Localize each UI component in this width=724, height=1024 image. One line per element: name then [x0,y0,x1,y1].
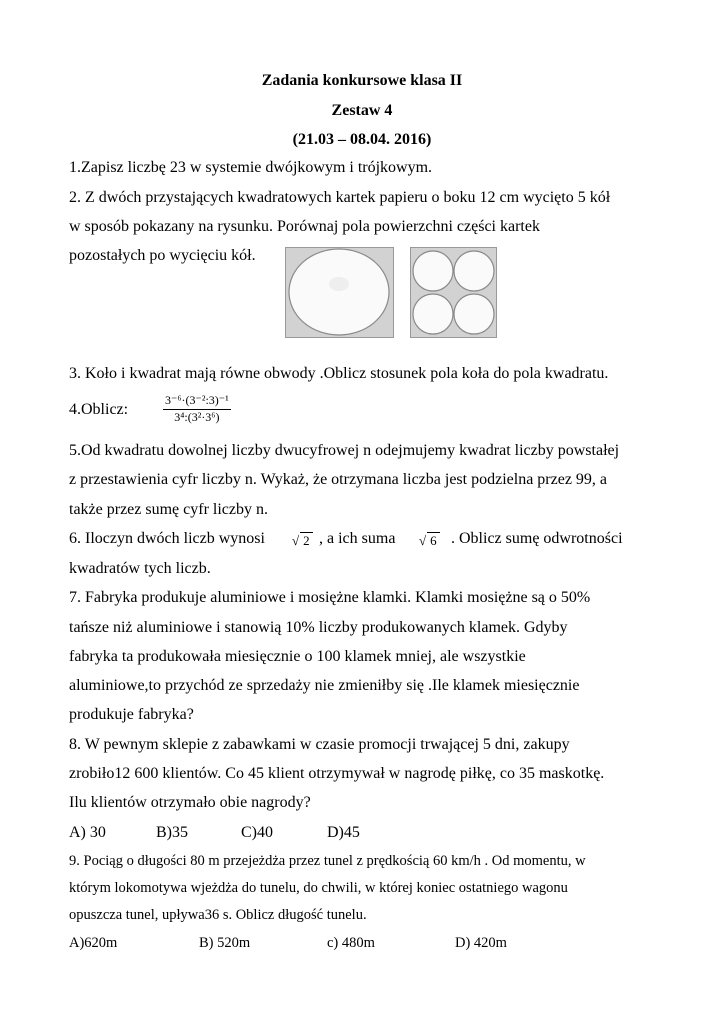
task-8-line-3: Ilu klientów otrzymało obie nagrody? [69,794,311,811]
task-5-line-2: z przestawienia cyfr liczby n. Wykaż, że otrzymana liczba jest podzielna przez 99, a [69,471,608,488]
task-9-line-3: opuszcza tunel, upływa36 s. Oblicz długość tunelu. [69,907,367,923]
task-8-option-c: C)40 [241,824,273,841]
task-6-text-b: , a ich suma [319,530,396,547]
task-4-expression [163,393,231,425]
sqrt-6: √ 6 [419,532,440,549]
document-title: Zadania konkursowe klasa II [261,72,463,89]
task-9-option-b: B) 520m [199,935,251,951]
task-9-option-d: D) 420m [455,935,507,951]
sqrt-2: √ 2 [292,532,313,549]
task-2-line-3: pozostałych po wycięciu kół. [69,247,256,264]
task-9-option-c: c) 480m [327,935,375,951]
task-4-label: 4.Oblicz: [69,401,129,418]
task-6-text-a: 6. Iloczyn dwóch liczb wynosi [69,530,265,547]
fraction-denominator: 3⁴:(3²·3⁶) [174,410,220,424]
task-7-line-5: produkuje fabryka? [69,706,194,723]
task-7-line-3: fabryka ta produkowała miesięcznie o 100 klamek mniej, ale wszystkie [69,648,526,665]
task-2-line-1: 2. Z dwóch przystających kwadratowych kartek papieru o boku 12 cm wycięto 5 kół [69,189,611,206]
set-number: Zestaw 4 [331,102,393,119]
date-range: (21.03 – 08.04. 2016) [292,131,432,148]
task-7-line-4: aluminiowe,to przychód ze sprzedaży nie zmieniłby się .Ile klamek miesięcznie [69,677,580,694]
task-9-line-1: 9. Pociąg o długości 80 m przejeżdża przez tunel z prędkością 60 km/h . Od momentu, w [69,853,586,869]
task-6-line-2: kwadratów tych liczb. [69,560,211,577]
task-3: 3. Koło i kwadrat mają równe obwody .Oblicz stosunek pola koła do pola kwadratu. [69,365,609,382]
task-2-line-2: w sposób pokazany na rysunku. Porównaj pola powierzchni części kartek [69,218,540,235]
figure-one-circle [285,247,394,338]
task-5-line-3: także przez sumę cyfr liczby n. [69,501,269,518]
task-9-line-2: którym lokomotywa wjeżdża do tunelu, do chwili, w której koniec ostatniego wagonu [69,880,568,896]
task-7-line-1: 7. Fabryka produkuje aluminiowe i mosiężne klamki. Klamki mosiężne są o 50% [69,589,591,606]
task-8-option-a: A) 30 [69,824,106,841]
task-7-line-2: tańsze niż aluminiowe i stanowią 10% liczby produkowanych klamek. Gdyby [69,619,568,636]
task-9-option-a: A)620m [69,935,118,951]
task-8-line-1: 8. W pewnym sklepie z zabawkami w czasie promocji trwającej 5 dni, zakupy [69,736,570,753]
task-8-option-b: B)35 [156,824,188,841]
task-8-option-d: D)45 [327,824,360,841]
fraction-numerator: 3⁻⁶·(3⁻²:3)⁻¹ [163,393,231,410]
task-5-line-1: 5.Od kwadratu dowolnej liczby dwucyfrowej n odejmujemy kwadrat liczby powstałej [69,442,620,459]
task-6-text-c: . Oblicz sumę odwrotności [451,530,623,547]
figure-four-circles [410,247,497,338]
task-8-line-2: zrobiło12 600 klientów. Co 45 klient otrzymywał w nagrodę piłkę, co 35 maskotkę. [69,765,605,782]
task-1: 1.Zapisz liczbę 23 w systemie dwójkowym i trójkowym. [69,159,433,176]
